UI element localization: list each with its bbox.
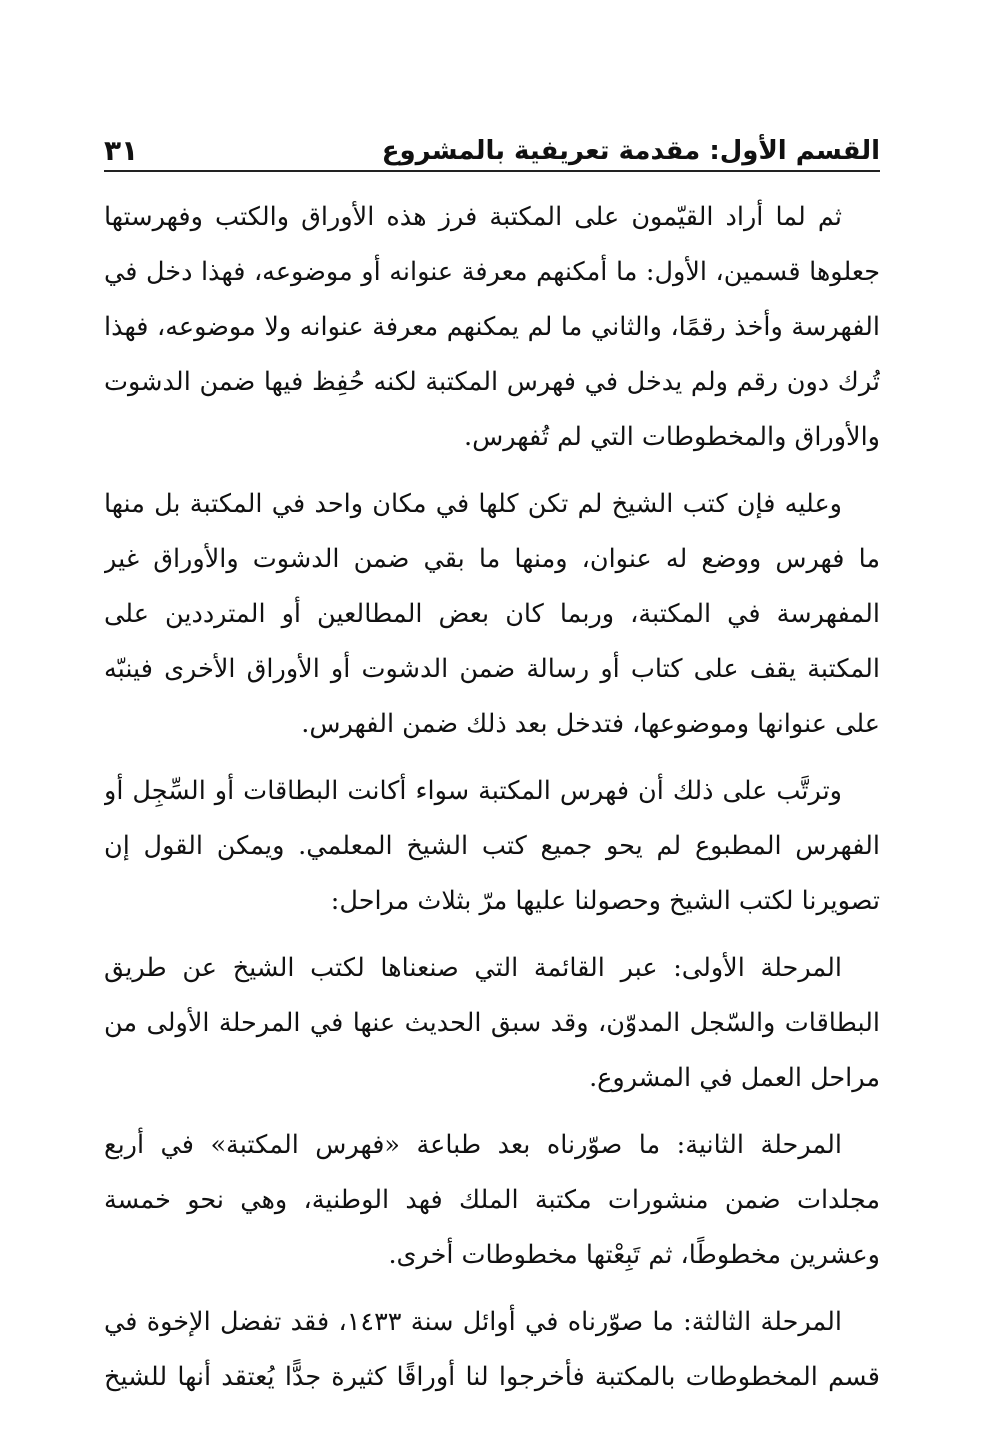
text-line: المفهرسة في المكتبة، وربما كان بعض المطالعين أو المترددين على — [104, 599, 880, 629]
paragraph — [104, 190, 880, 465]
page-header — [104, 124, 880, 168]
text-line: المرحلة الأولى: عبر القائمة التي صنعناها لكتب الشيخ عن طريق — [104, 953, 842, 983]
paragraph — [104, 1118, 880, 1283]
text-line: وترتَّب على ذلك أن فهرس المكتبة سواء أكانت البطاقات أو السِّجِل أو — [104, 776, 842, 806]
text-line: الفهرسة وأخذ رقمًا، والثاني ما لم يمكنهم معرفة عنوانه ولا موضوعه، فهذا — [104, 312, 880, 342]
text-line: قسم المخطوطات بالمكتبة فأخرجوا لنا أوراقًا كثيرة جدًّا يُعتقد أنها للشيخ — [104, 1362, 880, 1392]
text-line: وعليه فإن كتب الشيخ لم تكن كلها في مكان واحد في المكتبة بل منها — [104, 489, 842, 519]
text-line: مجلدات ضمن منشورات مكتبة الملك فهد الوطنية، وهي نحو خمسة — [104, 1185, 880, 1215]
text-line: مراحل العمل في المشروع. — [589, 1063, 880, 1093]
text-line: المكتبة يقف على كتاب أو رسالة ضمن الدشوت أو الأوراق الأخرى فينبّه — [104, 654, 880, 684]
text-line: والأوراق والمخطوطات التي لم تُفهرس. — [464, 422, 880, 452]
text-line: وعشرين مخطوطًا، ثم تَبِعْتها مخطوطات أخرى. — [388, 1240, 880, 1270]
page-number: ٣١ — [104, 134, 139, 167]
text-line: ثم لما أراد القيّمون على المكتبة فرز هذه الأوراق والكتب وفهرستها — [104, 202, 842, 232]
text-line: ما فهرس ووضع له عنوان، ومنها ما بقي ضمن الدشوت والأوراق غير — [104, 544, 880, 574]
paragraph — [104, 1295, 880, 1405]
paragraph — [104, 477, 880, 752]
text-line: تصويرنا لكتب الشيخ وحصولنا عليها مرّ بثلاث مراحل: — [330, 886, 880, 916]
text-line: البطاقات والسّجل المدوّن، وقد سبق الحديث عنها في المرحلة الأولى من — [104, 1008, 880, 1038]
body-text — [104, 190, 880, 1417]
text-line: جعلوها قسمين، الأول: ما أمكنهم معرفة عنوانه أو موضوعه، فهذا دخل في — [104, 257, 880, 287]
running-title: القسم الأول: مقدمة تعريفية بالمشروع — [381, 136, 880, 166]
text-line: على عنوانها وموضوعها، فتدخل بعد ذلك ضمن الفهرس. — [301, 709, 880, 739]
text-line: الفهرس المطبوع لم يحو جميع كتب الشيخ المعلمي. ويمكن القول إن — [104, 831, 880, 861]
text-line: المرحلة الثانية: ما صوّرناه بعد طباعة «فهرس المكتبة» في أربع — [104, 1130, 842, 1160]
paragraph — [104, 941, 880, 1106]
text-line: تُرك دون رقم ولم يدخل في فهرس المكتبة لكنه حُفِظ فيها ضمن الدشوت — [104, 367, 880, 397]
text-line: المرحلة الثالثة: ما صوّرناه في أوائل سنة ١٤٣٣، فقد تفضل الإخوة في — [104, 1307, 842, 1337]
paragraph — [104, 764, 880, 929]
header-rule — [104, 170, 880, 172]
